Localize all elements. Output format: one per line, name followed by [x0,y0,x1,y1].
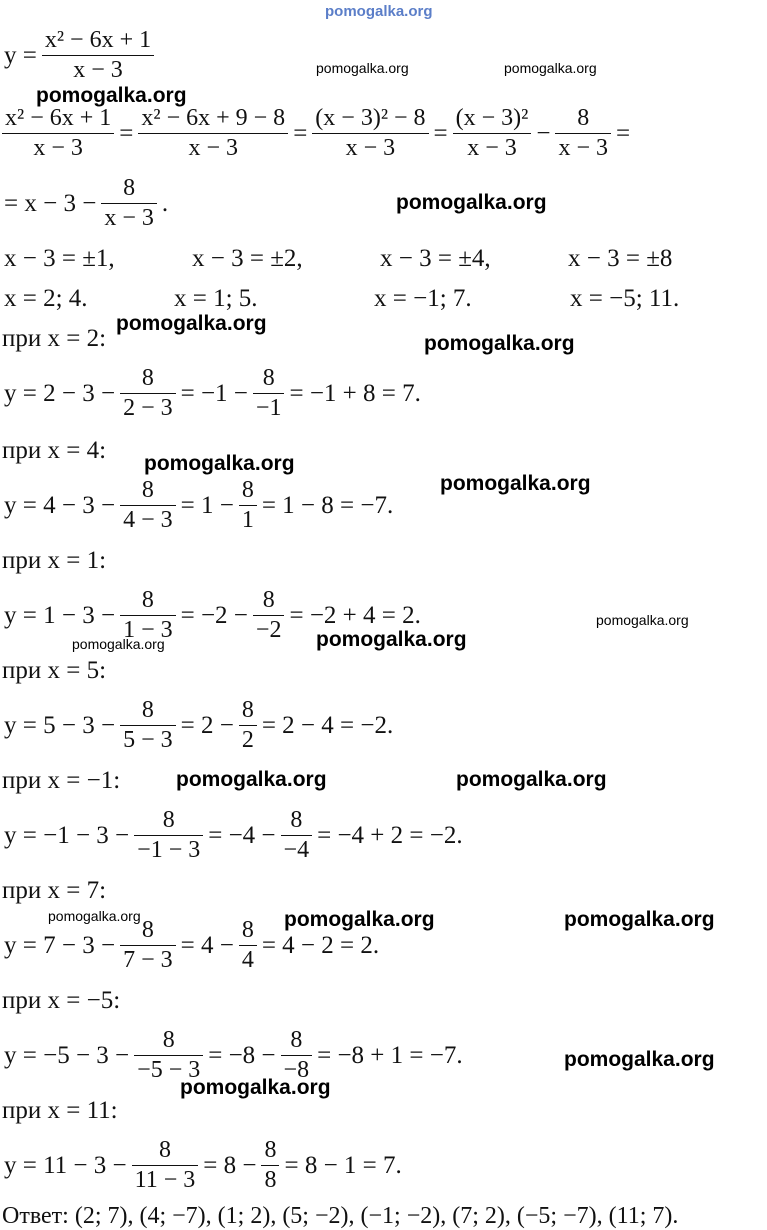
result: = 1 − 8 = −7. [261,492,394,520]
watermark: pomogalka.org [316,628,467,651]
watermark: pomogalka.org [564,1048,715,1071]
denominator: −1 [255,395,282,422]
case-label: при x = 2: [2,325,107,352]
numerator: 8 [264,1137,277,1163]
fraction-bar [134,1055,203,1056]
fraction-bar [453,133,532,134]
case-label: при x = 1: [2,547,107,574]
denominator: x − 3 [33,135,83,162]
fraction [101,176,157,231]
denominator: 4 − 3 [123,507,173,534]
y-equals: y = [4,42,37,70]
fraction-bar [120,615,176,616]
numerator: 8 [141,365,154,391]
numerator: 8 [241,697,254,723]
expression: = −8 − [208,1042,276,1070]
simplified-form [2,176,170,231]
x-solutions: x = −5; 11. [570,285,680,312]
x-solutions: x = 2; 4. [4,285,88,312]
numerator: 8 [290,1027,303,1053]
expression: y = −1 − 3 − [4,822,130,850]
numerator: 8 [141,917,154,943]
watermark: pomogalka.org [456,768,607,791]
answer: Ответ: (2; 7), (4; −7), (1; 2), (5; −2), (−1; −2), (7; 2), (−5; −7), (11; 7). [2,1203,679,1229]
fraction [312,106,428,161]
fraction-bar [120,725,176,726]
fraction-bar [120,945,176,946]
watermark: pomogalka.org [316,60,409,76]
case-label: при x = 4: [2,437,107,464]
result: = −4 + 2 = −2. [317,822,463,850]
fraction-bar [555,133,611,134]
fraction [138,106,288,161]
fraction [120,478,176,533]
fraction [261,1138,279,1193]
watermark: pomogalka.org [144,452,295,475]
fraction-bar [239,945,257,946]
minus: − [536,120,551,148]
watermark: pomogalka.org [36,84,187,107]
watermark: pomogalka.org [440,472,591,495]
fraction [2,106,114,161]
expression: = −1 − [180,380,248,408]
fraction [253,366,285,421]
equals: = [433,120,448,148]
fraction-bar [132,1165,199,1166]
case-equation [2,1138,404,1193]
fraction-bar [134,835,203,836]
case-equation [2,478,395,533]
numerator: 8 [162,807,175,833]
fraction-bar [253,393,285,394]
denominator: x − 3 [104,205,154,232]
fraction [281,1028,313,1083]
equation: x − 3 = ±2, [192,245,303,272]
watermark: pomogalka.org [72,636,165,652]
fraction [253,588,285,643]
denominator: 4 [241,947,254,974]
expression: y = 4 − 3 − [4,492,116,520]
numerator: 8 [577,105,590,131]
fraction-bar [101,203,157,204]
fraction-bar [281,1055,313,1056]
fraction [134,808,203,863]
result: = −1 + 8 = 7. [289,380,421,408]
case-label: при x = 7: [2,877,107,904]
watermark-top: pomogalka.org [325,3,433,20]
denominator: 8 [264,1167,277,1194]
fraction [134,1028,203,1083]
case-equation [2,918,381,973]
expression: = −2 − [180,602,248,630]
numerator: x² − 6x + 9 − 8 [141,105,286,131]
denominator: 7 − 3 [123,947,173,974]
expression: = 2 − [180,712,234,740]
fraction [132,1138,199,1193]
expression: = −4 − [208,822,276,850]
numerator: 8 [241,917,254,943]
case-equation [2,1028,465,1083]
result: = 2 − 4 = −2. [261,712,394,740]
denominator: 2 − 3 [123,395,173,422]
fraction-bar [2,133,114,134]
expression: = x − 3 − [4,190,97,218]
equation: x − 3 = ±1, [4,245,115,272]
fraction-bar [138,133,288,134]
watermark: pomogalka.org [284,908,435,931]
watermark: pomogalka.org [596,612,689,628]
denominator: −5 − 3 [137,1057,201,1084]
fraction [453,106,532,161]
denominator: −8 [283,1057,310,1084]
transformation-chain [2,106,632,161]
numerator: 8 [141,587,154,613]
denominator: 11 − 3 [134,1167,196,1194]
expression: = 1 − [180,492,234,520]
equation: x − 3 = ±8 [568,245,673,272]
numerator: 8 [262,365,275,391]
fraction [239,478,257,533]
case-label: при x = −1: [2,767,121,794]
fraction-bar [253,615,285,616]
case-equation [2,698,395,753]
numerator: 8 [262,587,275,613]
fraction-bar [120,393,176,394]
numerator: 8 [141,697,154,723]
numerator: 8 [162,1027,175,1053]
fraction [42,28,154,83]
expression: y = 5 − 3 − [4,712,116,740]
expression: = 4 − [180,932,234,960]
period: . [161,190,169,218]
fraction-bar [281,835,313,836]
denominator: x − 3 [558,135,609,162]
fraction [281,808,313,863]
denominator: −2 [255,617,282,644]
denominator: −4 [283,837,310,864]
function-definition [2,28,157,83]
expression: = 8 − [203,1152,257,1180]
fraction-bar [42,55,154,56]
denominator: 5 − 3 [123,727,173,754]
numerator: 8 [290,807,303,833]
watermark: pomogalka.org [504,60,597,76]
fraction-bar [312,133,428,134]
x-solutions: x = 1; 5. [174,285,258,312]
denominator: x − 3 [467,135,517,162]
fraction-bar [239,505,257,506]
fraction-bar [239,725,257,726]
fraction [239,698,257,753]
watermark: pomogalka.org [48,908,141,924]
result: = 8 − 1 = 7. [284,1152,402,1180]
expression: y = 7 − 3 − [4,932,116,960]
numerator: x² − 6x + 1 [44,27,152,53]
case-equation [2,588,423,643]
denominator: 2 [241,727,254,754]
equals: = [616,120,631,148]
denominator: x − 3 [73,57,123,84]
equation: x − 3 = ±4, [380,245,491,272]
watermark: pomogalka.org [424,332,575,355]
expression: y = 11 − 3 − [4,1152,127,1180]
numerator: (x − 3)² − 8 [315,105,426,131]
x-solutions: x = −1; 7. [374,285,472,312]
fraction [120,588,176,643]
denominator: x − 3 [345,135,396,162]
denominator: x − 3 [188,135,239,162]
watermark: pomogalka.org [564,908,715,931]
fraction [555,106,611,161]
case-equation [2,366,423,421]
numerator: 8 [123,175,136,201]
numerator: 8 [141,477,154,503]
watermark: pomogalka.org [180,1076,331,1099]
case-label: при x = 5: [2,657,107,684]
case-label: при x = −5: [2,987,121,1014]
case-equation [2,808,465,863]
numerator: 8 [241,477,254,503]
expression: y = 2 − 3 − [4,380,116,408]
watermark: pomogalka.org [396,191,547,214]
case-label: при x = 11: [2,1097,118,1124]
divisor-equations [2,246,674,271]
result: = 4 − 2 = 2. [261,932,380,960]
numerator: (x − 3)² [455,105,529,131]
result: = −2 + 4 = 2. [289,602,421,630]
expression: y = 1 − 3 − [4,602,116,630]
fraction-bar [261,1165,279,1166]
numerator: 8 [158,1137,171,1163]
fraction [120,698,176,753]
result: = −8 + 1 = −7. [317,1042,463,1070]
denominator: −1 − 3 [137,837,201,864]
fraction-bar [120,505,176,506]
fraction [120,918,176,973]
fraction [239,918,257,973]
fraction [120,366,176,421]
watermark: pomogalka.org [176,768,327,791]
denominator: 1 − 3 [123,617,173,644]
numerator: x² − 6x + 1 [5,105,112,131]
x-values [2,286,681,311]
denominator: 1 [241,507,254,534]
equals: = [119,120,134,148]
equals: = [293,120,308,148]
watermark: pomogalka.org [116,312,267,335]
expression: y = −5 − 3 − [4,1042,130,1070]
